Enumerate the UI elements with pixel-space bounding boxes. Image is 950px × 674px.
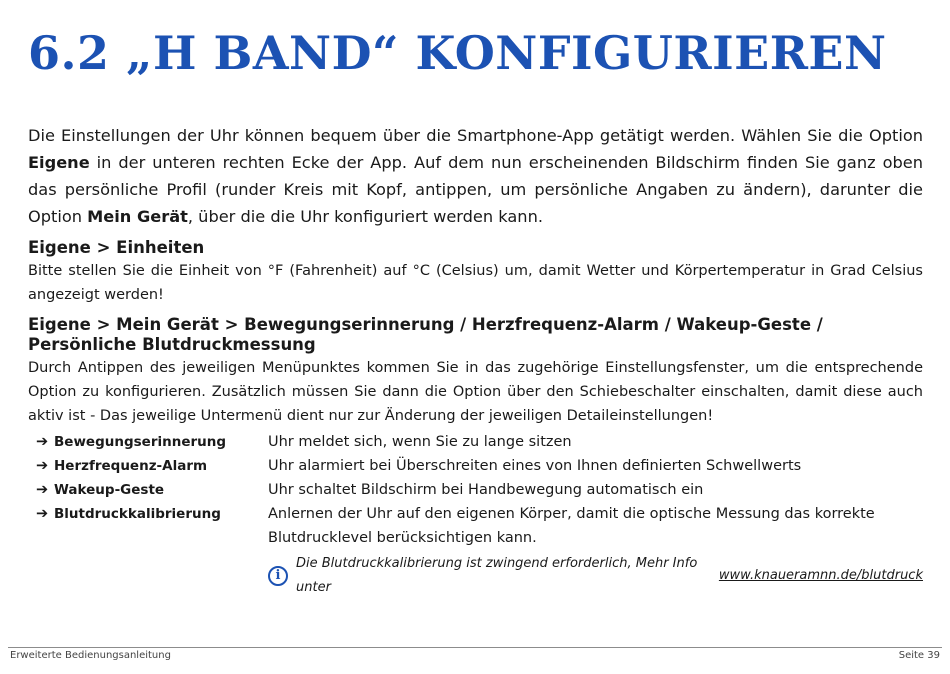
page-title: 6.2 „H BAND“ KONFIGURIEREN <box>28 26 887 80</box>
option-list <box>28 430 923 550</box>
info-icon: i <box>268 566 288 586</box>
intro-bold-mein-geraet: Mein Gerät <box>87 207 188 226</box>
section-heading-einheiten: Eigene > Einheiten <box>28 238 205 257</box>
arrow-bullet-icon: ➔ <box>36 506 49 522</box>
item-term: Bewegungserinnerung <box>54 434 227 450</box>
section-text-mein-geraet: Durch Antippen des jeweiligen Menüpunktes kommen Sie in das zugehörige Einstellungsfenster, um die entsprechende Option zu konfigurieren. Zusätzlich müssen Sie dann die Option über den Schiebeschalter einschalten, damit diese auch aktiv ist - Das jeweilige Untermenü dient nur zur Änderung der jeweiligen Detaileinstellungen! <box>28 360 923 424</box>
section-heading-mein-geraet: Eigene > Mein Gerät > Bewegungserinnerung / Herzfrequenz-Alarm / Wakeup-Geste / Persönliche Blutdruckmessung <box>28 315 823 354</box>
list-item <box>28 454 923 478</box>
intro-paragraph <box>28 122 923 230</box>
info-note <box>268 552 923 600</box>
list-item <box>28 430 923 454</box>
intro-text-3: , über die die Uhr konfiguriert werden kann. <box>187 207 543 226</box>
footer-title: Erweiterte Bedienungsanleitung <box>10 650 171 661</box>
item-term: Blutdruckkalibrierung <box>54 506 221 522</box>
item-term: Wakeup-Geste <box>54 482 165 498</box>
arrow-bullet-icon: ➔ <box>36 458 49 474</box>
intro-text-2: in der unteren rechten Ecke der App. Auf dem nun erscheinenden Bildschirm finden Sie ganz oben das persönliche Profil (runder Kreis mit Kopf, antippen, um persönliche Angaben zu ändern), darunter die Option <box>28 153 923 226</box>
arrow-bullet-icon: ➔ <box>36 434 49 450</box>
item-description: Uhr schaltet Bildschirm bei Handbewegung automatisch ein <box>268 482 704 498</box>
intro-bold-eigene: Eigene <box>28 153 90 172</box>
list-item <box>28 478 923 502</box>
item-term: Herzfrequenz-Alarm <box>54 458 208 474</box>
main-content <box>28 122 923 600</box>
list-item <box>28 502 923 550</box>
page-number: Seite 39 <box>898 650 940 661</box>
item-description: Anlernen der Uhr auf den eigenen Körper, damit die optische Messung das korrekte Blutdrucklevel berücksichtigen kann. <box>268 506 875 546</box>
footer-divider <box>8 647 942 648</box>
note-text: Die Blutdruckkalibrierung ist zwingend erforderlich, Mehr Info unter <box>296 556 698 595</box>
item-description: Uhr meldet sich, wenn Sie zu lange sitzen <box>268 434 572 450</box>
arrow-bullet-icon: ➔ <box>36 482 49 498</box>
item-description: Uhr alarmiert bei Überschreiten eines von Ihnen definierten Schwellwerts <box>268 458 802 474</box>
section-text-einheiten: Bitte stellen Sie die Einheit von °F (Fahrenheit) auf °C (Celsius) um, damit Wetter und Körpertemperatur in Grad Celsius angezeigt werden! <box>28 263 923 303</box>
intro-text-1: Die Einstellungen der Uhr können bequem über die Smartphone-App getätigt werden. Wählen Sie die Option <box>28 126 923 145</box>
blutdruck-link[interactable]: www.knaueramnn.de/blutdruck <box>718 568 923 583</box>
